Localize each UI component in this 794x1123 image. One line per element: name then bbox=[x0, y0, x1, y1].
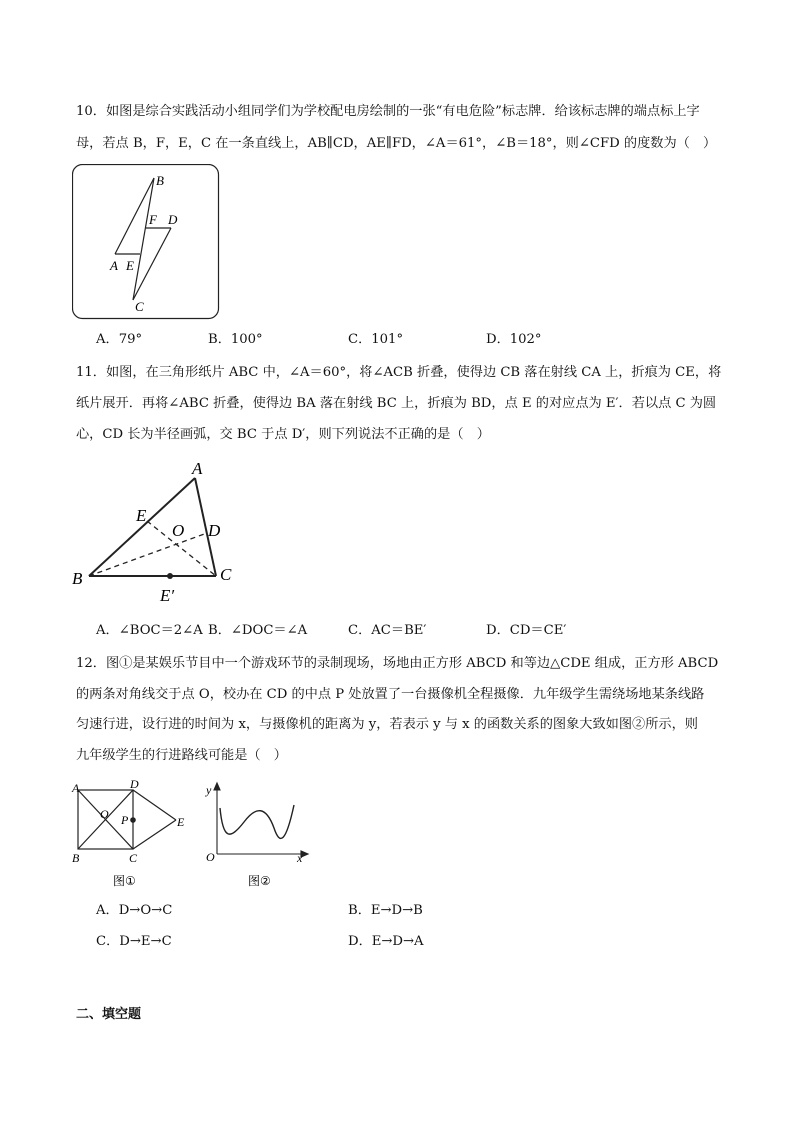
q10-option-d[interactable]: D．102° bbox=[486, 332, 542, 347]
q11-option-a[interactable]: A．∠BOC＝2∠A bbox=[96, 623, 203, 638]
q11-line-1: 11．如图，在三角形纸片 ABC 中，∠A＝60°，将∠ACB 折叠，使得边 CB 落在射线 CA 上，折痕为 CE，将 bbox=[76, 365, 722, 380]
q12-line-2: 的两条对角线交于点 O，校办在 CD 的中点 P 处放置了一台摄像机全程摄像．九年级学生需绕场地某条线路 bbox=[76, 687, 705, 702]
q12-figure-1 bbox=[66, 778, 196, 893]
label-B: B bbox=[72, 851, 80, 865]
label-B: B bbox=[156, 173, 164, 188]
q10-option-b[interactable]: B．100° bbox=[208, 332, 263, 347]
q11-line-3: 心，CD 长为半径画弧，交 BC 于点 D′，则下列说法不正确的是（ ） bbox=[76, 427, 490, 442]
q11-option-b[interactable]: B．∠DOC＝∠A bbox=[208, 623, 308, 638]
q12-option-b[interactable]: B．E→D→B bbox=[348, 903, 423, 918]
q12-line-3: 匀速行进，设行进的时间为 x，与摄像机的距离为 y，若表示 y 与 x 的函数关系的图象大致如图②所示，则 bbox=[76, 717, 698, 732]
y-axis-arrow bbox=[214, 783, 220, 790]
label-O: O bbox=[172, 521, 185, 540]
label-F: F bbox=[149, 212, 157, 227]
q11-option-c[interactable]: C．AC＝BE′ bbox=[348, 623, 427, 638]
label-O: O bbox=[100, 807, 109, 821]
label-origin: O bbox=[206, 850, 215, 864]
q11-option-d[interactable]: D．CD＝CE′ bbox=[486, 623, 567, 638]
label-C: C bbox=[129, 851, 138, 865]
side-DE bbox=[133, 790, 176, 820]
label-A: A bbox=[72, 781, 80, 795]
segment-BC bbox=[133, 178, 154, 300]
label-D: D bbox=[130, 778, 139, 791]
q10-line-1: 10．如图是综合实践活动小组同学们为学校配电房绘制的一张“有电危险”标志牌．给该标志牌的端点标上字 bbox=[76, 104, 700, 119]
label-E: E bbox=[126, 258, 134, 273]
q11-line-2: 纸片展开．再将∠ABC 折叠，使得边 BA 落在射线 BC 上，折痕为 BD，点 E 的对应点为 E′．若以点 C 为圆 bbox=[76, 396, 717, 411]
label-D: D bbox=[168, 212, 178, 227]
point-E-prime bbox=[167, 573, 173, 579]
label-A: A bbox=[192, 459, 203, 478]
section-heading-fill-in-blank: 二、填空题 bbox=[76, 1007, 142, 1022]
q10-option-a[interactable]: A．79° bbox=[96, 332, 143, 347]
label-P: P bbox=[121, 813, 129, 827]
label-D: D bbox=[208, 521, 221, 540]
side-EC bbox=[133, 820, 176, 849]
label-E-prime: E′ bbox=[160, 586, 175, 605]
q11-figure bbox=[66, 458, 246, 608]
figure-1-caption: 图① bbox=[113, 874, 136, 888]
label-C: C bbox=[220, 565, 232, 584]
label-C: C bbox=[135, 299, 144, 314]
label-y: y bbox=[206, 783, 212, 797]
q12-option-c[interactable]: C．D→E→C bbox=[96, 934, 172, 949]
function-curve bbox=[220, 805, 294, 838]
label-E: E bbox=[177, 815, 185, 829]
q10-figure bbox=[72, 164, 220, 320]
q12-option-d[interactable]: D．E→D→A bbox=[348, 934, 424, 949]
label-E: E bbox=[136, 506, 147, 525]
q12-figure-2 bbox=[200, 778, 315, 893]
figure-2-caption: 图② bbox=[248, 874, 271, 888]
label-x: x bbox=[297, 851, 303, 865]
q10-line-2: 母，若点 B，F，E，C 在一条直线上，AB∥CD，AE∥FD，∠A＝61°，∠B＝18°，则∠CFD 的度数为（ ） bbox=[76, 136, 717, 151]
q10-option-c[interactable]: C．101° bbox=[348, 332, 404, 347]
label-A: A bbox=[110, 258, 118, 273]
q12-option-a[interactable]: A．D→O→C bbox=[96, 903, 173, 918]
label-B: B bbox=[72, 569, 83, 588]
q12-line-4: 九年级学生的行进路线可能是（ ） bbox=[76, 748, 287, 763]
sign-frame bbox=[73, 165, 219, 319]
q12-line-1: 12．图①是某娱乐节目中一个游戏环节的录制现场，场地由正方形 ABCD 和等边△CDE 组成，正方形 ABCD bbox=[76, 656, 719, 671]
point-P bbox=[130, 817, 136, 823]
crease-BD bbox=[89, 533, 207, 576]
